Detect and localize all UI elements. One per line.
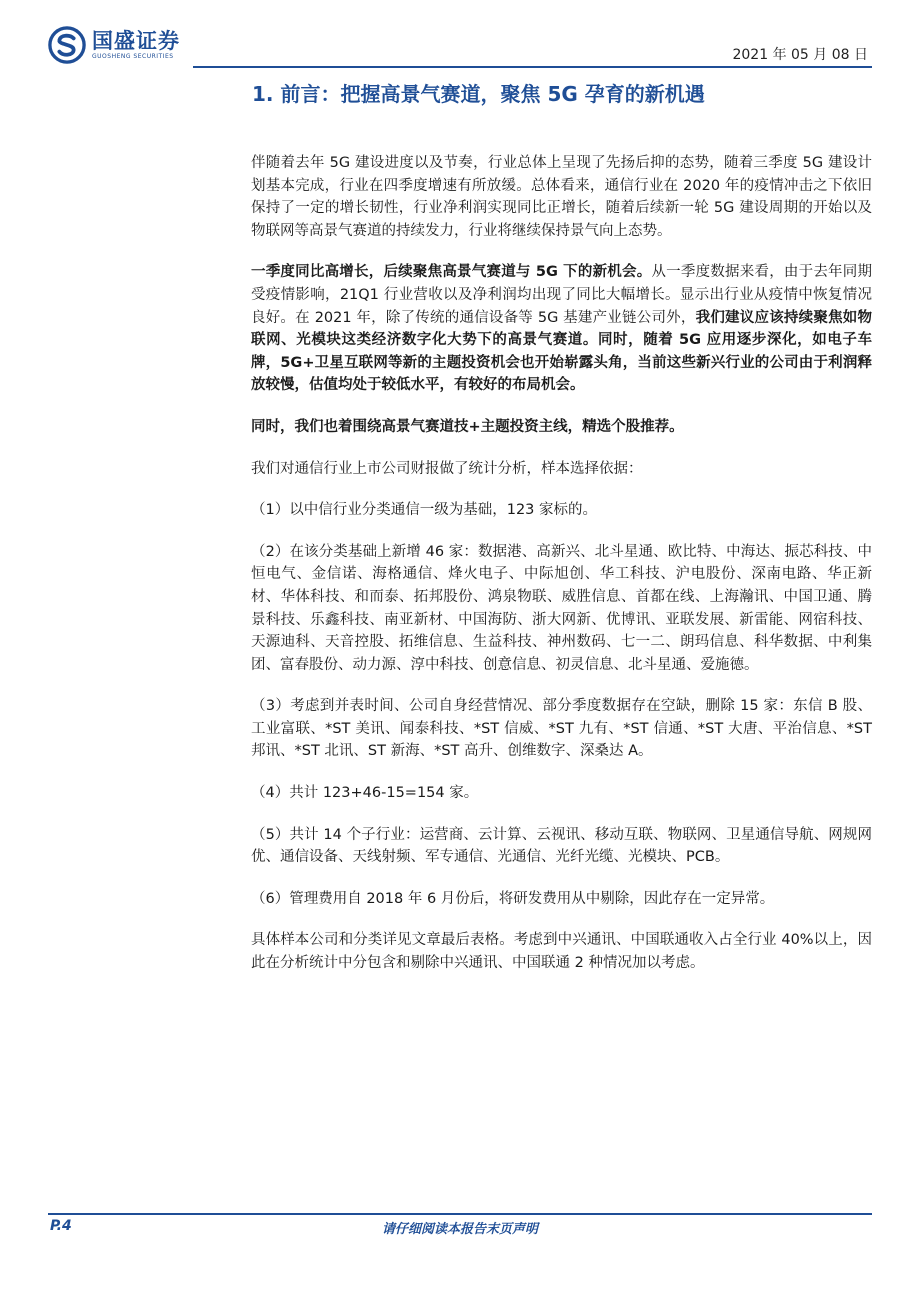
list-item-3: （3）考虑到并表时间、公司自身经营情况、部分季度数据存在空缺，删除 15 家：东信 B 股、工业富联、*ST 美讯、闻泰科技、*ST 信威、*ST 九有、*ST 信通、*ST 大唐、平治信息、*ST 邦讯、*ST 北讯、ST 新海、*ST 高升、创维数字、深桑达 A。	[251, 698, 872, 760]
report-date: 2021 年 05 月 08 日	[732, 47, 868, 63]
paragraph-intro: 伴随着去年 5G 建设进度以及节奏，行业总体上呈现了先扬后抑的态势，随着三季度 5G 建设计划基本完成，行业在四季度增速有所放缓。总体看来，通信行业在 2020 年的疫情冲击之下依旧保持了一定的增长韧性，行业净利润实现同比正增长，随着后续新一轮 5G 建设周期的开始以及物联网等高景气赛道的持续发力，行业将继续保持景气向上态势。	[251, 155, 872, 239]
paragraph-q1-growth	[251, 261, 872, 397]
q1-growth-recommendation: 我们建议应该持续聚焦如物联网、光模块这类经济数字化大势下的高景气赛道。同时，随着 5G 应用逐步深化，如电子车牌，5G+卫星互联网等新的主题投资机会也开始崭露头角，当前这些新兴行业的公司由于利润释放较慢，估值均处于较低水平，有较好的布局机会。	[251, 309, 872, 394]
list-item-2: （2）在该分类基础上新增 46 家：数据港、高新兴、北斗星通、欧比特、中海达、振芯科技、中恒电气、金信诺、海格通信、烽火电子、中际旭创、华工科技、沪电股份、深南电路、华正新材、华体科技、和而泰、拓邦股份、鸿泉物联、威胜信息、首都在线、上海瀚讯、中国卫通、腾景科技、乐鑫科技、南亚新材、中国海防、浙大网新、优博讯、亚联发展、新雷能、网宿科技、天源迪科、天音控股、拓维信息、生益科技、神州数码、七一二、朗玛信息、科华数据、中利集团、富春股份、动力源、淳中科技、创意信息、初灵信息、北斗星通、爱施德。	[251, 543, 872, 673]
list-item-6: （6）管理费用自 2018 年 6 月份后，将研发费用从中剔除，因此存在一定异常。	[251, 890, 775, 907]
list-item-5: （5）共计 14 个子行业：运营商、云计算、云视讯、移动互联、物联网、卫星通信导航、网规网优、通信设备、天线射频、军专通信、光通信、光纤光缆、光模块、PCB。	[251, 826, 872, 866]
list-item-4: （4）共计 123+46-15=154 家。	[251, 785, 479, 802]
footer-disclaimer: 请仔细阅读本报告末页声明	[381, 1222, 538, 1237]
q1-growth-lead: 一季度同比高增长，后续聚焦高景气赛道与 5G 下的新机会。	[251, 264, 652, 281]
paragraph-stock-picks	[251, 416, 872, 439]
paragraph-sample-basis: 我们对通信行业上市公司财报做了统计分析，样本选择依据：	[251, 460, 643, 477]
paragraph-sample-note: 具体样本公司和分类详见文章最后表格。考虑到中兴通讯、中国联通收入占全行业 40%以上，因此在分析统计中分包含和剔除中兴通讯、中国联通 2 种情况加以考虑。	[251, 932, 872, 972]
company-name-cn: 国盛证券	[92, 29, 180, 53]
company-logo	[48, 26, 180, 64]
list-item-1: （1）以中信行业分类通信一级为基础，123 家标的。	[251, 502, 598, 519]
footer-divider	[48, 1213, 872, 1215]
section-title: 1. 前言：把握高景气赛道，聚焦 5G 孕育的新机遇	[252, 82, 705, 106]
header-divider	[193, 66, 872, 68]
company-name-en: GUOSHENG SECURITIES	[92, 53, 174, 60]
page-number: P.4	[50, 1218, 72, 1234]
report-body	[251, 152, 872, 994]
stock-picks-text: 同时，我们也着围绕高景气赛道技+主题投资主线，精选个股推荐。	[251, 418, 684, 435]
q1-growth-text: 从一季度数据来看，由于去年同期受疫情影响，21Q1 行业营收以及净利润均出现了同比大幅增长。显示出行业从疫情中恢复情况良好。在 2021 年，除了传统的通信设备等 5G 基建产业链公司外，	[251, 264, 872, 326]
page-header	[48, 26, 872, 70]
guosheng-logo-icon	[48, 26, 86, 64]
